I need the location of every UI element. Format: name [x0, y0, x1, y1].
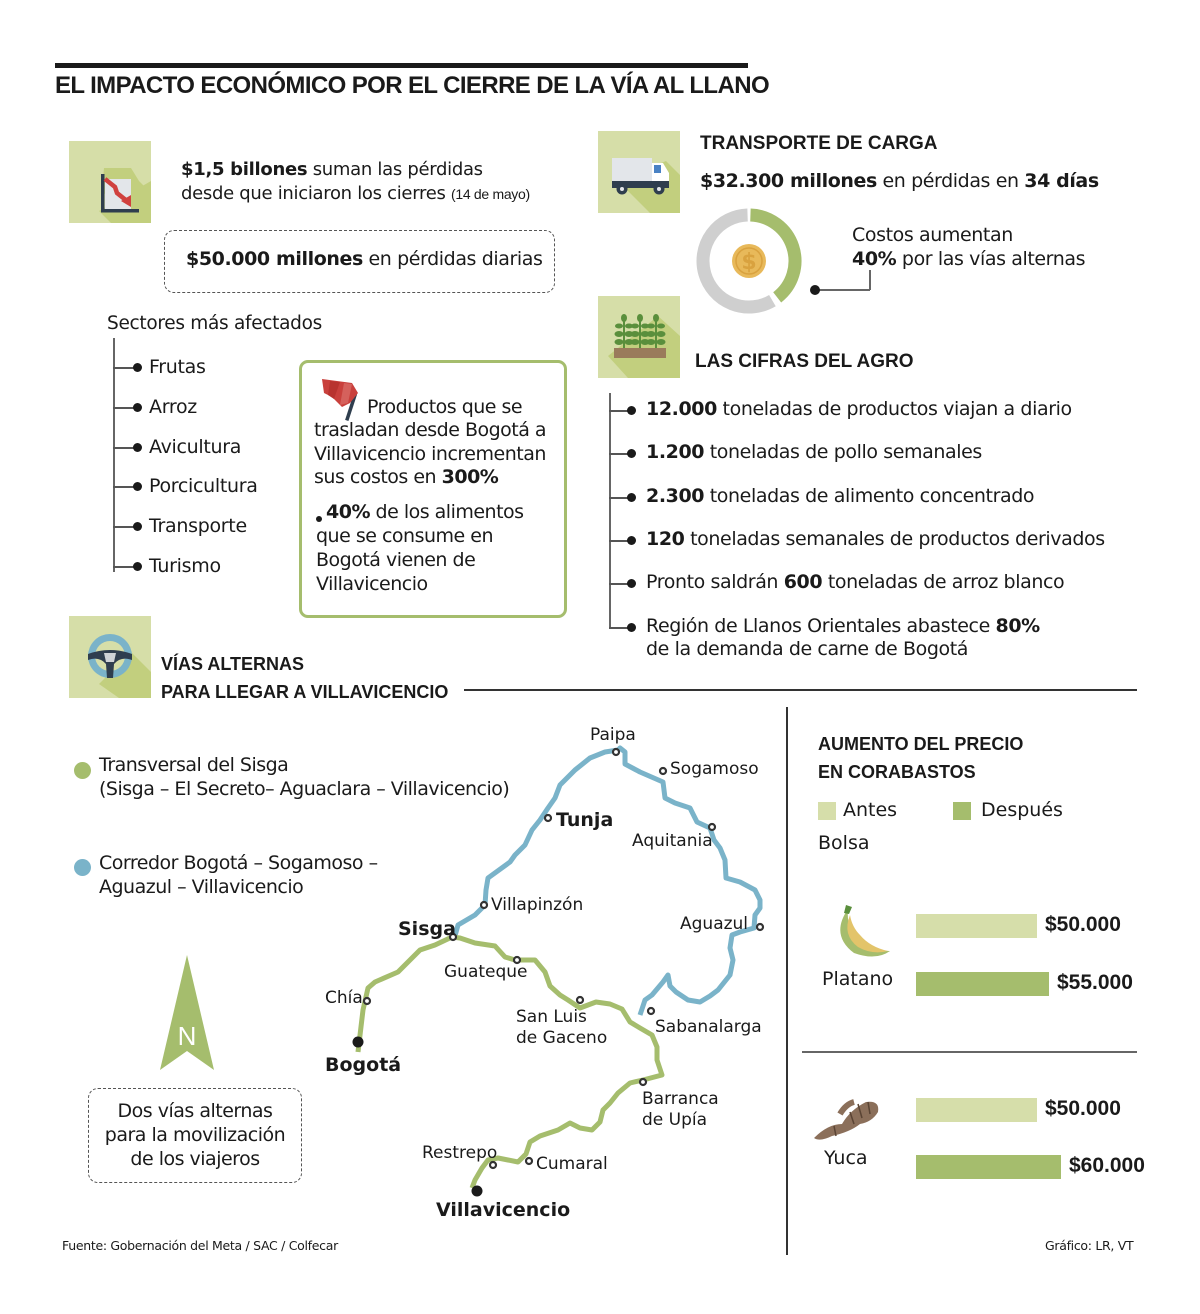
place-label-aquitania: Aquitania	[632, 831, 713, 851]
cost-increase-value: 300%	[441, 466, 499, 488]
title-rule	[55, 63, 748, 68]
route-map	[300, 710, 780, 1230]
agro-title: LAS CIFRAS DEL AGRO	[695, 351, 914, 372]
north-label: N	[177, 1021, 197, 1051]
cargo-days-value: 34 días	[1024, 170, 1099, 192]
dollar-sign-icon: $	[741, 250, 757, 275]
agro-item-label: toneladas de arroz blanco	[822, 571, 1065, 593]
town-marker-sabanalarga	[648, 1008, 654, 1014]
place-label-paipa: Paipa	[590, 725, 636, 745]
town-marker-cumaral	[526, 1158, 532, 1164]
bar-platano-despues	[916, 972, 1049, 996]
town-marker-aguazul	[757, 924, 763, 930]
bar-platano-antes	[916, 914, 1037, 938]
bar-value-label: $50.000	[1045, 1097, 1121, 1120]
crops-icon	[598, 296, 680, 378]
city-marker-villavicencio	[472, 1186, 483, 1197]
place-label-san-luis: San Luis	[516, 1007, 587, 1027]
town-marker-barranca	[640, 1079, 646, 1085]
town-marker-tunja	[545, 815, 551, 821]
bullet-icon	[627, 493, 636, 502]
total-losses-value: $1,5 billones	[181, 159, 308, 180]
routes-title-line1: VÍAS ALTERNAS	[161, 654, 305, 674]
products-line4	[314, 466, 498, 490]
food-share-line1	[326, 501, 524, 525]
agro-item-value: 600	[783, 571, 823, 593]
bullet-icon	[133, 443, 142, 452]
agro-icon-box	[598, 296, 680, 378]
category-label-yuca: Yuca	[824, 1147, 868, 1169]
section-rule	[464, 689, 1137, 691]
costs-line1: Costos aumentan	[852, 224, 1013, 246]
cargo-losses-value: $32.300 millones	[700, 170, 877, 192]
steering-wheel-icon	[69, 616, 151, 698]
callout-dot	[810, 285, 820, 295]
bar-yuca-despues	[916, 1155, 1061, 1179]
products-line4-label: sus costos en	[314, 466, 442, 488]
agro-item-label: toneladas de alimento concentrado	[704, 485, 1035, 507]
note-line1: Dos vías alternas	[117, 1100, 273, 1122]
note-line3: de los viajeros	[130, 1148, 260, 1170]
bullet-icon	[627, 406, 636, 415]
total-losses-line2: desde que iniciaron los cierres	[181, 183, 451, 204]
bullet-icon	[627, 536, 636, 545]
legend-label-antes: Antes	[843, 799, 898, 821]
bar-value-label: $60.000	[1069, 1154, 1145, 1177]
unit-label: Bolsa	[818, 832, 870, 854]
bullet-icon	[133, 562, 142, 571]
sector-label: Arroz	[149, 396, 197, 418]
daily-losses-label: en pérdidas diarias	[362, 248, 543, 270]
legend-swatch-antes	[818, 802, 836, 820]
agro-item-line2: de la demanda de carne de Bogotá	[646, 638, 968, 660]
products-line2: trasladan desde Bogotá a	[314, 419, 547, 441]
place-label-san-luis-2: de Gaceno	[516, 1028, 608, 1048]
town-marker-villapinzon	[481, 902, 487, 908]
town-marker-chia	[364, 998, 370, 1004]
costs-pct-value: 40%	[852, 248, 897, 270]
sectors-title: Sectores más afectados	[107, 313, 322, 334]
agro-item-value: 1.200	[646, 441, 705, 463]
agro-item-label: toneladas semanales de productos derivados	[684, 528, 1105, 550]
declining-chart-icon	[69, 141, 151, 223]
yuca-icon	[810, 1094, 880, 1142]
bar-value-label: $50.000	[1045, 913, 1121, 936]
place-label-tunja: Tunja	[556, 809, 614, 831]
agro-item-value: 2.300	[646, 485, 705, 507]
place-label-sisga: Sisga	[398, 918, 456, 940]
place-label-aguazul: Aguazul	[680, 914, 749, 934]
chart-title: AUMENTO DEL PRECIO EN CORABASTOS	[818, 734, 1024, 782]
losses-icon-box	[69, 141, 151, 223]
town-marker-sogamoso	[660, 768, 666, 774]
chart-divider	[802, 1051, 1137, 1053]
agro-item-value: 80%	[995, 615, 1040, 637]
legend-route-name: Corredor Bogotá – Sogamoso –	[99, 852, 378, 874]
products-line3: Villavicencio incrementan	[314, 443, 546, 465]
sector-label: Avicultura	[149, 436, 242, 458]
bar-value-label: $55.000	[1057, 971, 1133, 994]
products-line1: Productos que se	[367, 396, 523, 418]
bar-yuca-antes	[916, 1098, 1037, 1122]
daily-losses-value: $50.000 millones	[186, 248, 363, 270]
bullet-icon	[627, 579, 636, 588]
agro-item-pre: Pronto saldrán	[646, 571, 784, 593]
bullet-icon	[133, 482, 142, 491]
food-share-value: 40%	[326, 501, 370, 523]
food-share-line3: Bogotá vienen de	[316, 549, 476, 571]
total-losses-label: suman las pérdidas	[307, 159, 483, 180]
agro-item-pre: Región de Llanos Orientales abastece	[646, 615, 996, 637]
place-label-sogamoso: Sogamoso	[670, 759, 759, 779]
sectors-tree-line	[113, 338, 115, 572]
legend-swatch-despues	[953, 802, 971, 820]
agro-tree-line	[609, 393, 611, 629]
cost-increase-donut	[695, 207, 803, 315]
note-line2: para la movilización	[104, 1124, 286, 1146]
truck-icon-box	[598, 131, 680, 213]
routes-title	[161, 650, 448, 706]
callout-line	[816, 289, 870, 291]
sector-label: Porcicultura	[149, 475, 258, 497]
bullet-icon	[627, 449, 636, 458]
bullet-icon	[133, 403, 142, 412]
place-label-cumaral: Cumaral	[536, 1154, 608, 1174]
flag-icon	[320, 375, 368, 421]
costs-line2-label: por las vías alternas	[896, 248, 1086, 270]
steering-icon-box	[69, 616, 151, 698]
place-label-barranca-2: de Upía	[642, 1110, 708, 1130]
sector-label: Turismo	[149, 555, 221, 577]
legend-dot-sisga	[74, 762, 91, 779]
north-arrow-icon	[160, 955, 214, 1075]
place-label-villapinzon: Villapinzón	[491, 895, 584, 915]
place-label-guateque: Guateque	[444, 962, 528, 982]
agro-item-label: toneladas de productos viajan a diario	[716, 398, 1072, 420]
agro-item-value: 12.000	[646, 398, 717, 420]
callout-line	[869, 270, 871, 290]
legend-dot-corredor	[74, 859, 91, 876]
agro-item-label: toneladas de pollo semanales	[704, 441, 982, 463]
sector-label: Transporte	[149, 515, 247, 537]
food-share-line4: Villavicencio	[316, 573, 428, 595]
sector-label: Frutas	[149, 356, 206, 378]
category-label-platano: Platano	[822, 968, 894, 990]
graphic-credit: Gráfico: LR, VT	[1045, 1238, 1134, 1253]
legend-route-detail: (Sisga – El Secreto– Aguaclara – Villavicencio)	[99, 778, 510, 800]
cargo-losses-text	[700, 170, 1099, 192]
routes-title-line2: PARA LLEGAR A VILLAVICENCIO	[161, 682, 449, 702]
costs-callout-text	[852, 223, 1085, 271]
place-label-bogota: Bogotá	[325, 1054, 402, 1076]
place-label-chia: Chía	[325, 988, 363, 1008]
town-marker-paipa	[613, 749, 619, 755]
source-credit: Fuente: Gobernación del Meta / SAC / Colfecar	[62, 1238, 338, 1253]
closure-date: (14 de mayo)	[450, 186, 530, 202]
bullet-icon	[133, 363, 142, 372]
note-text	[88, 1099, 302, 1171]
place-label-restrepo: Restrepo	[422, 1143, 498, 1163]
agro-item-value: 120	[646, 528, 685, 550]
legend-route-name: Transversal del Sisga	[99, 754, 289, 776]
column-divider	[786, 707, 788, 1255]
place-label-barranca: Barranca	[642, 1089, 719, 1109]
bullet-icon	[627, 623, 636, 632]
food-share-line2: que se consume en	[316, 525, 493, 547]
legend-label-despues: Después	[981, 799, 1063, 821]
daily-losses-text	[186, 248, 543, 270]
total-losses-text	[181, 158, 530, 206]
food-share-label: de los alimentos	[369, 501, 524, 523]
town-marker-san-luis	[577, 997, 583, 1003]
city-marker-bogota	[353, 1037, 364, 1048]
cargo-title: TRANSPORTE DE CARGA	[700, 133, 938, 154]
place-label-sabanalarga: Sabanalarga	[655, 1017, 762, 1037]
town-marker-aquitania	[709, 824, 715, 830]
page-title: EL IMPACTO ECONÓMICO POR EL CIERRE DE LA VÍA AL LLANO	[55, 72, 770, 99]
bullet-icon	[133, 522, 142, 531]
place-label-villavicencio: Villavicencio	[436, 1199, 571, 1221]
bullet-icon	[316, 516, 322, 522]
cargo-losses-label: en pérdidas en	[876, 170, 1025, 192]
legend-route-detail: Aguazul – Villavicencio	[99, 876, 304, 898]
truck-icon	[598, 131, 680, 213]
plantain-icon	[832, 905, 898, 959]
